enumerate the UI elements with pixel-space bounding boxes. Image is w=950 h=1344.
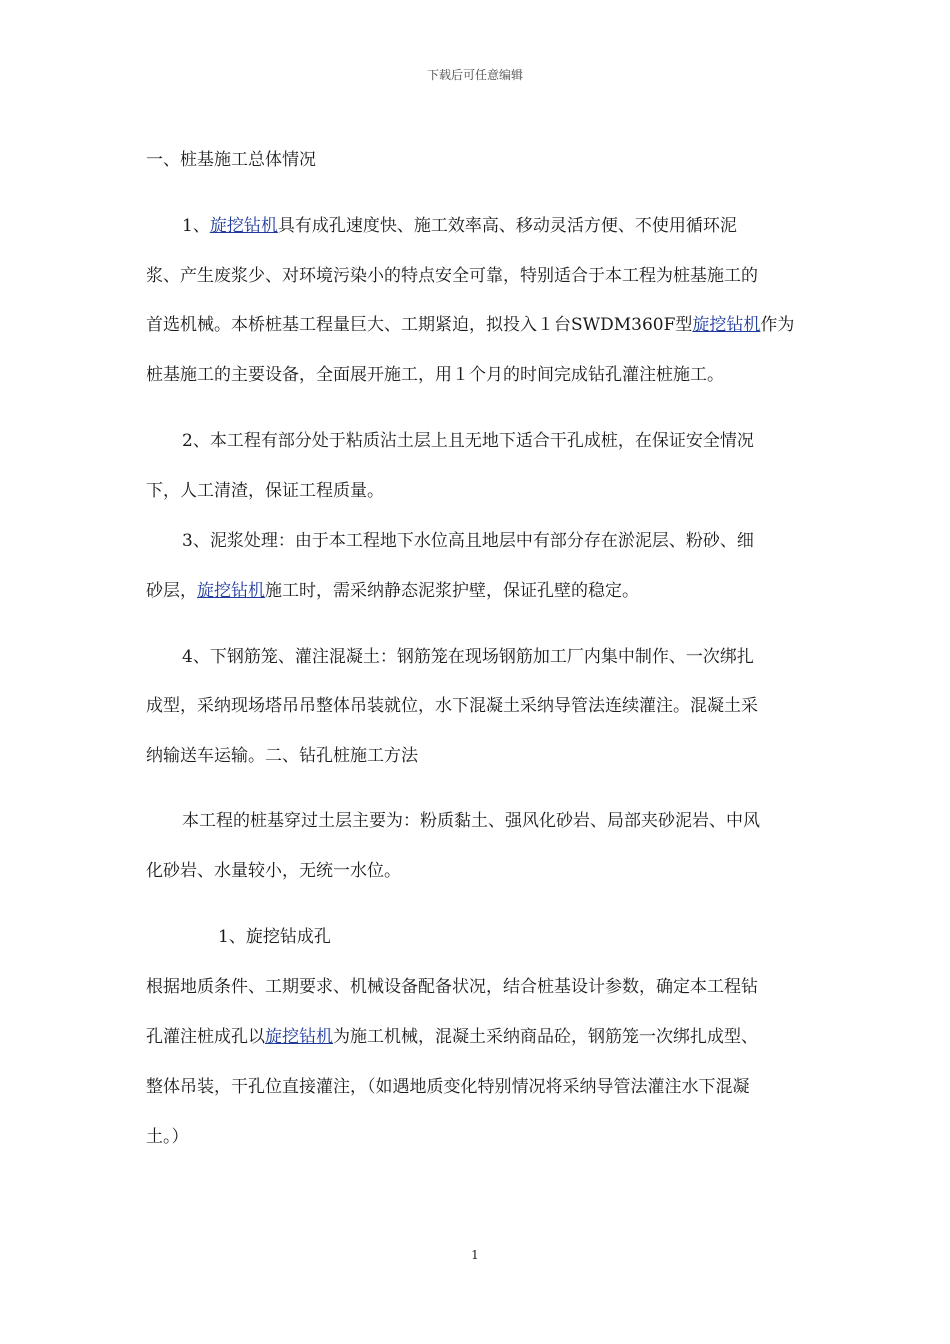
text-fragment: 首选机械。本桥桩基工程量巨大、工期紧迫，拟投入１台SWDM360F型: [146, 315, 693, 335]
paragraph-5-line-1: 本工程的桩基穿过土层主要为：粉质黏土、强风化砂岩、局部夹砂泥岩、中风: [182, 811, 760, 831]
paragraph-4-line-3: 纳输送车运输。二、钻孔桩施工方法: [146, 746, 418, 766]
paragraph-3-line-2: [146, 580, 639, 602]
paragraph-2-line-2: 下，人工清渣，保证工程质量。: [146, 481, 384, 501]
paragraph-1-line-4: 桩基施工的主要设备，全面展开施工，用１个月的时间完成钻孔灌注桩施工。: [146, 365, 724, 385]
paragraph-5-line-2: 化砂岩、水量较小，无统一水位。: [146, 861, 401, 881]
paragraph-6-line-1: 根据地质条件、工期要求、机械设备配备状况，结合桩基设计参数，确定本工程钻: [146, 977, 758, 997]
paragraph-6-line-3: 整体吊装，干孔位直接灌注，（如遇地质变化特别情况将采纳导管法灌注水下混凝: [146, 1077, 750, 1097]
text-fragment: 施工时，需采纳静态泥浆护壁，保证孔壁的稳定。: [265, 581, 639, 601]
paragraph-1-line-1: [182, 215, 737, 237]
paragraph-6-line-4: 土。）: [146, 1127, 189, 1147]
text-fragment: 具有成孔速度快、施工效率高、移动灵活方便、不使用循环泥: [277, 216, 737, 236]
text-fragment: 1、: [182, 216, 210, 236]
text-fragment: 为施工机械，混凝土采纳商品砼，钢筋笼一次绑扎成型、: [333, 1027, 758, 1047]
paragraph-1-line-3: [146, 314, 794, 336]
text-fragment: 孔灌注桩成孔以: [146, 1027, 265, 1047]
subsection-heading: 1、旋挖钻成孔: [218, 927, 331, 947]
paragraph-2-line-1: 2、本工程有部分处于粘质沾土层上且无地下适合干孔成桩，在保证安全情况: [182, 431, 754, 451]
paragraph-4-line-1: 4、下钢筋笼、灌注混凝土：钢筋笼在现场钢筋加工厂内集中制作、一次绑扎: [182, 647, 754, 667]
text-fragment: 作为: [760, 315, 795, 335]
section-heading: 一、桩基施工总体情况: [146, 150, 316, 170]
page-header: 下载后可任意编辑: [426, 68, 523, 82]
rotary-drill-link[interactable]: 旋挖钻机: [692, 315, 761, 335]
paragraph-4-line-2: 成型，采纳现场塔吊吊整体吊装就位，水下混凝土采纳导管法连续灌注。混凝土采: [146, 696, 758, 716]
text-fragment: 砂层，: [146, 581, 197, 601]
rotary-drill-link[interactable]: 旋挖钻机: [265, 1027, 333, 1047]
paragraph-3-line-1: 3、泥浆处理：由于本工程地下水位高且地层中有部分存在淤泥层、粉砂、细: [182, 531, 754, 551]
paragraph-6-line-2: [146, 1026, 758, 1048]
paragraph-1-line-2: 浆、产生废浆少、对环境污染小的特点安全可靠，特别适合于本工程为桩基施工的: [146, 266, 758, 286]
rotary-drill-link[interactable]: 旋挖钻机: [209, 216, 278, 236]
rotary-drill-link[interactable]: 旋挖钻机: [197, 581, 265, 601]
page-number: 1: [471, 1248, 479, 1262]
